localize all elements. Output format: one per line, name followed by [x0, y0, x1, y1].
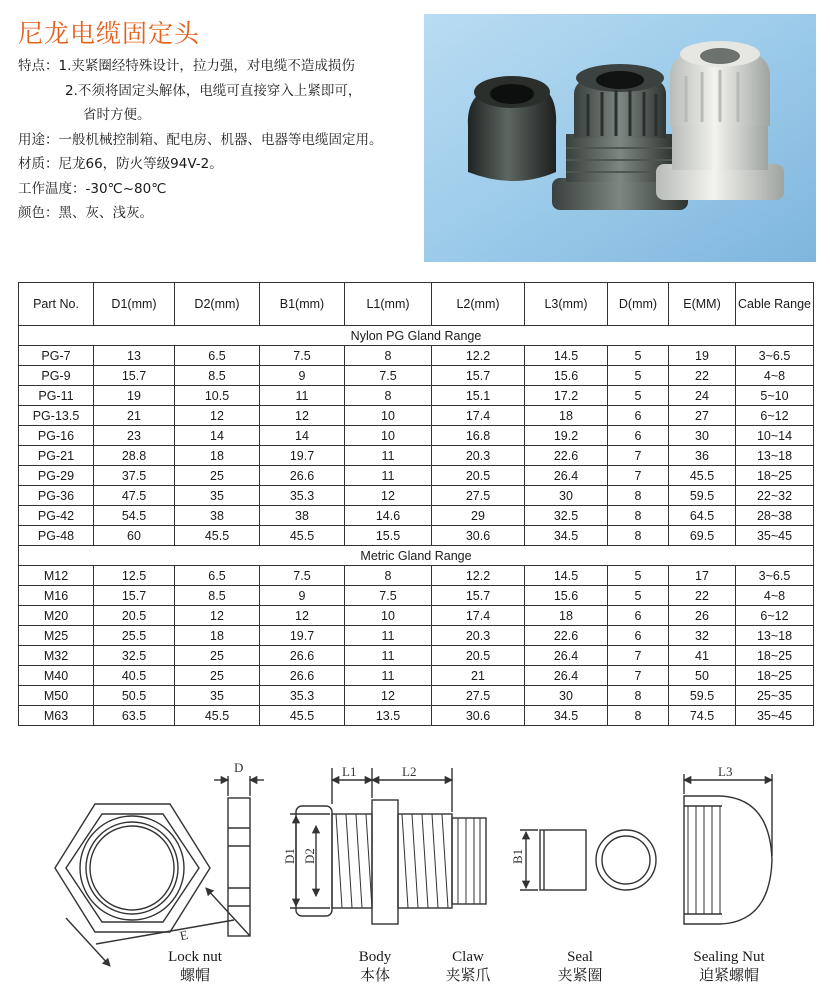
- table-cell: 7.5: [345, 366, 432, 386]
- part-name-en: Sealing Nut: [693, 949, 765, 965]
- product-photo: [424, 14, 816, 262]
- table-cell: 8: [345, 386, 432, 406]
- table-cell: 21: [94, 406, 175, 426]
- table-cell: 20.5: [432, 466, 525, 486]
- table-cell: 28.8: [94, 446, 175, 466]
- table-cell: PG-7: [19, 346, 94, 366]
- part-name-en: Body: [358, 949, 392, 965]
- table-cell: 34.5: [525, 706, 608, 726]
- dim-L1: L1: [342, 764, 357, 779]
- table-cell: 35~45: [736, 526, 814, 546]
- table-cell: 22: [669, 366, 736, 386]
- table-cell: 6~12: [736, 406, 814, 426]
- table-cell: M32: [19, 646, 94, 666]
- table-cell: 32.5: [525, 506, 608, 526]
- table-cell: 18: [175, 626, 260, 646]
- table-row: [19, 446, 814, 466]
- table-cell: 15.6: [525, 366, 608, 386]
- table-cell: 7: [608, 466, 669, 486]
- table-cell: 15.7: [94, 586, 175, 606]
- part-name-en: Seal: [567, 949, 593, 965]
- table-cell: 32.5: [94, 646, 175, 666]
- table-row: [19, 466, 814, 486]
- spec-table: [18, 282, 814, 726]
- table-cell: 22: [669, 586, 736, 606]
- table-cell: 8.5: [175, 366, 260, 386]
- table-row: [19, 686, 814, 706]
- table-cell: 60: [94, 526, 175, 546]
- table-cell: PG-16: [19, 426, 94, 446]
- table-row: [19, 706, 814, 726]
- table-cell: 12.5: [94, 566, 175, 586]
- table-cell: 5: [608, 346, 669, 366]
- table-cell: PG-11: [19, 386, 94, 406]
- table-cell: PG-29: [19, 466, 94, 486]
- table-cell: 17: [669, 566, 736, 586]
- table-cell: 23: [94, 426, 175, 446]
- table-cell: 26.6: [260, 466, 345, 486]
- table-cell: 54.5: [94, 506, 175, 526]
- table-row: [19, 366, 814, 386]
- table-cell: 12.2: [432, 566, 525, 586]
- table-cell: 4~8: [736, 586, 814, 606]
- col-header: D1(mm): [94, 283, 175, 326]
- table-cell: 8: [608, 706, 669, 726]
- table-cell: 25.5: [94, 626, 175, 646]
- part-label-seal: [542, 948, 618, 986]
- table-cell: 11: [345, 446, 432, 466]
- table-cell: 15.7: [94, 366, 175, 386]
- table-cell: 30: [525, 686, 608, 706]
- table-cell: 22~32: [736, 486, 814, 506]
- table-cell: 8: [608, 486, 669, 506]
- table-cell: 69.5: [669, 526, 736, 546]
- part-name-zh: 夹紧圈: [557, 968, 603, 984]
- table-cell: 45.5: [260, 526, 345, 546]
- table-cell: 15.7: [432, 586, 525, 606]
- table-cell: 18: [525, 406, 608, 426]
- table-cell: 19.7: [260, 446, 345, 466]
- col-header: D2(mm): [175, 283, 260, 326]
- table-cell: 20.5: [432, 646, 525, 666]
- table-cell: 25~35: [736, 686, 814, 706]
- section-title: Nylon PG Gland Range: [19, 326, 814, 346]
- table-cell: 35.3: [260, 686, 345, 706]
- table-cell: M16: [19, 586, 94, 606]
- col-header: L1(mm): [345, 283, 432, 326]
- table-cell: PG-42: [19, 506, 94, 526]
- part-label-body: [340, 948, 410, 986]
- table-cell: 14.6: [345, 506, 432, 526]
- table-cell: 20.5: [94, 606, 175, 626]
- table-cell: 18: [525, 606, 608, 626]
- table-cell: 22.6: [525, 626, 608, 646]
- table-row: [19, 386, 814, 406]
- table-cell: 11: [345, 666, 432, 686]
- table-cell: 5: [608, 386, 669, 406]
- table-cell: 8: [345, 566, 432, 586]
- table-cell: 8: [608, 506, 669, 526]
- table-cell: 3~6.5: [736, 346, 814, 366]
- col-header: L3(mm): [525, 283, 608, 326]
- section-row: [19, 326, 814, 346]
- table-row: [19, 626, 814, 646]
- table-cell: 5: [608, 366, 669, 386]
- table-cell: 7.5: [260, 566, 345, 586]
- table-cell: 26.6: [260, 646, 345, 666]
- table-cell: 12: [260, 406, 345, 426]
- col-header: Cable Range: [736, 283, 814, 326]
- table-row: [19, 646, 814, 666]
- table-cell: 7: [608, 666, 669, 686]
- lock-nut-front-view: [55, 804, 250, 966]
- table-cell: 30.6: [432, 526, 525, 546]
- table-cell: 11: [345, 646, 432, 666]
- table-cell: 25: [175, 466, 260, 486]
- table-cell: 13~18: [736, 626, 814, 646]
- part-name-zh: 夹紧爪: [445, 968, 491, 984]
- usage-text: 用途：一般机械控制箱、配电房、机器、电器等电缆固定用。: [18, 131, 383, 148]
- table-cell: 45.5: [260, 706, 345, 726]
- table-cell: 13: [94, 346, 175, 366]
- table-cell: 30.6: [432, 706, 525, 726]
- table-cell: 18~25: [736, 666, 814, 686]
- table-cell: 30: [669, 426, 736, 446]
- table-cell: 50: [669, 666, 736, 686]
- table-row: [19, 506, 814, 526]
- table-cell: 12: [345, 486, 432, 506]
- table-cell: 15.6: [525, 586, 608, 606]
- dim-L2: L2: [402, 764, 417, 779]
- table-cell: 25: [175, 646, 260, 666]
- table-cell: 18~25: [736, 466, 814, 486]
- table-cell: 14.5: [525, 566, 608, 586]
- table-cell: 11: [345, 626, 432, 646]
- part-name-zh: 本体: [359, 968, 390, 984]
- table-cell: 37.5: [94, 466, 175, 486]
- table-cell: 45.5: [175, 526, 260, 546]
- lock-nut-side-view: [214, 776, 264, 936]
- col-header: B1(mm): [260, 283, 345, 326]
- page-title: 尼龙电缆固定头: [18, 19, 201, 48]
- table-cell: 30: [525, 486, 608, 506]
- table-cell: M20: [19, 606, 94, 626]
- table-cell: 59.5: [669, 686, 736, 706]
- table-cell: 40.5: [94, 666, 175, 686]
- table-cell: 34.5: [525, 526, 608, 546]
- dim-L3: L3: [718, 764, 733, 779]
- table-cell: 11: [260, 386, 345, 406]
- part-label-lock-nut: [150, 948, 240, 986]
- table-cell: 8: [345, 346, 432, 366]
- table-cell: 5~10: [736, 386, 814, 406]
- table-cell: 5: [608, 586, 669, 606]
- table-cell: 47.5: [94, 486, 175, 506]
- features-label: 特点：: [18, 58, 59, 74]
- table-cell: 41: [669, 646, 736, 666]
- table-cell: 12: [260, 606, 345, 626]
- table-row: [19, 606, 814, 626]
- table-cell: 59.5: [669, 486, 736, 506]
- dim-D1: D1: [282, 848, 297, 864]
- table-cell: 14: [175, 426, 260, 446]
- table-cell: 45.5: [669, 466, 736, 486]
- col-header: L2(mm): [432, 283, 525, 326]
- table-cell: 26: [669, 606, 736, 626]
- table-cell: 24: [669, 386, 736, 406]
- table-row: [19, 566, 814, 586]
- table-cell: 19: [94, 386, 175, 406]
- table-cell: 35: [175, 486, 260, 506]
- table-cell: 19.7: [260, 626, 345, 646]
- table-cell: 13~18: [736, 446, 814, 466]
- table-cell: 27.5: [432, 486, 525, 506]
- part-label-claw: [430, 948, 506, 986]
- gland-body-drawing: [290, 768, 486, 924]
- product-info: [18, 54, 418, 226]
- table-cell: 5: [608, 566, 669, 586]
- table-cell: 10: [345, 406, 432, 426]
- table-cell: M12: [19, 566, 94, 586]
- table-cell: 26.6: [260, 666, 345, 686]
- table-cell: 7.5: [345, 586, 432, 606]
- table-row: [19, 346, 814, 366]
- table-cell: M50: [19, 686, 94, 706]
- table-cell: 10~14: [736, 426, 814, 446]
- section-row: [19, 546, 814, 566]
- material-text: 材质：尼龙66，防火等级94V-2。: [18, 156, 223, 172]
- table-cell: 35~45: [736, 706, 814, 726]
- dim-D2: D2: [302, 848, 317, 864]
- table-cell: 10: [345, 426, 432, 446]
- table-cell: M25: [19, 626, 94, 646]
- table-cell: 8.5: [175, 586, 260, 606]
- table-cell: 17.2: [525, 386, 608, 406]
- table-row: [19, 486, 814, 506]
- table-cell: 16.8: [432, 426, 525, 446]
- table-body: [19, 326, 814, 726]
- table-cell: 9: [260, 366, 345, 386]
- table-cell: 27.5: [432, 686, 525, 706]
- table-cell: 35: [175, 686, 260, 706]
- seal-drawing: [520, 830, 656, 890]
- col-header: E(MM): [669, 283, 736, 326]
- table-cell: 20.3: [432, 446, 525, 466]
- section-title: Metric Gland Range: [19, 546, 814, 566]
- table-cell: 29: [432, 506, 525, 526]
- table-row: [19, 426, 814, 446]
- dim-B1: B1: [510, 848, 525, 864]
- table-row: [19, 586, 814, 606]
- table-cell: 45.5: [175, 706, 260, 726]
- table-cell: 19: [669, 346, 736, 366]
- table-cell: 26.4: [525, 646, 608, 666]
- table-cell: 8: [608, 526, 669, 546]
- table-cell: 17.4: [432, 606, 525, 626]
- features-line-3: 省时方便。: [83, 107, 151, 123]
- table-cell: 20.3: [432, 626, 525, 646]
- table-cell: 12: [175, 406, 260, 426]
- table-cell: 74.5: [669, 706, 736, 726]
- table-cell: 13.5: [345, 706, 432, 726]
- table-cell: 14.5: [525, 346, 608, 366]
- table-row: [19, 526, 814, 546]
- features-line-1: [18, 54, 418, 79]
- table-cell: 38: [260, 506, 345, 526]
- table-header-row: [19, 283, 814, 326]
- table-cell: 32: [669, 626, 736, 646]
- table-cell: 26.4: [525, 666, 608, 686]
- col-header: D(mm): [608, 283, 669, 326]
- table-cell: PG-9: [19, 366, 94, 386]
- table-cell: 18: [175, 446, 260, 466]
- table-cell: PG-48: [19, 526, 94, 546]
- table-cell: 7.5: [260, 346, 345, 366]
- features-text-1: 1.夹紧圈经特殊设计，拉力强，对电缆不造成损伤: [58, 58, 355, 74]
- table-cell: 26.4: [525, 466, 608, 486]
- part-name-zh: 螺帽: [179, 968, 210, 984]
- dim-E: E: [178, 926, 190, 944]
- part-name-en: Lock nut: [168, 949, 222, 965]
- table-cell: 6~12: [736, 606, 814, 626]
- table-cell: 15.7: [432, 366, 525, 386]
- white-gland: [656, 41, 784, 200]
- table-cell: M63: [19, 706, 94, 726]
- table-cell: PG-21: [19, 446, 94, 466]
- part-name-en: Claw: [452, 949, 484, 965]
- table-cell: 6: [608, 606, 669, 626]
- features-line-2: 2.不须将固定头解体，电缆可直接穿入上紧即可，: [65, 82, 362, 99]
- table-cell: 14: [260, 426, 345, 446]
- table-cell: 11: [345, 466, 432, 486]
- table-cell: 12.2: [432, 346, 525, 366]
- table-row: [19, 406, 814, 426]
- table-cell: 25: [175, 666, 260, 686]
- part-name-zh: 迫紧螺帽: [698, 968, 759, 984]
- temperature-text: 工作温度：-30℃~80℃: [18, 180, 167, 197]
- dim-D: D: [234, 760, 244, 775]
- part-label-sealing-nut: [672, 948, 786, 986]
- table-cell: 27: [669, 406, 736, 426]
- table-cell: 63.5: [94, 706, 175, 726]
- table-cell: 12: [175, 606, 260, 626]
- color-text: 颜色：黑、灰、浅灰。: [18, 205, 153, 221]
- table-cell: 50.5: [94, 686, 175, 706]
- table-cell: 28~38: [736, 506, 814, 526]
- table-cell: 7: [608, 446, 669, 466]
- table-cell: 6.5: [175, 566, 260, 586]
- table-cell: 12: [345, 686, 432, 706]
- table-cell: 6.5: [175, 346, 260, 366]
- table-cell: 15.1: [432, 386, 525, 406]
- table-cell: 9: [260, 586, 345, 606]
- table-cell: PG-36: [19, 486, 94, 506]
- table-cell: 64.5: [669, 506, 736, 526]
- table-row: [19, 666, 814, 686]
- table-cell: 15.5: [345, 526, 432, 546]
- table-cell: 6: [608, 406, 669, 426]
- black-sealing-nut: [468, 76, 556, 181]
- table-cell: 18~25: [736, 646, 814, 666]
- table-cell: 35.3: [260, 486, 345, 506]
- table-cell: 4~8: [736, 366, 814, 386]
- table-cell: 10.5: [175, 386, 260, 406]
- table-cell: 17.4: [432, 406, 525, 426]
- table-cell: PG-13.5: [19, 406, 94, 426]
- table-cell: 22.6: [525, 446, 608, 466]
- table-cell: 21: [432, 666, 525, 686]
- table-cell: 3~6.5: [736, 566, 814, 586]
- table-cell: 8: [608, 686, 669, 706]
- table-cell: 6: [608, 426, 669, 446]
- table-cell: 7: [608, 646, 669, 666]
- col-header: Part No.: [19, 283, 94, 326]
- table-cell: 6: [608, 626, 669, 646]
- table-cell: 36: [669, 446, 736, 466]
- sealing-nut-drawing: [684, 774, 772, 924]
- table-cell: 10: [345, 606, 432, 626]
- table-cell: 38: [175, 506, 260, 526]
- table-cell: 19.2: [525, 426, 608, 446]
- table-cell: M40: [19, 666, 94, 686]
